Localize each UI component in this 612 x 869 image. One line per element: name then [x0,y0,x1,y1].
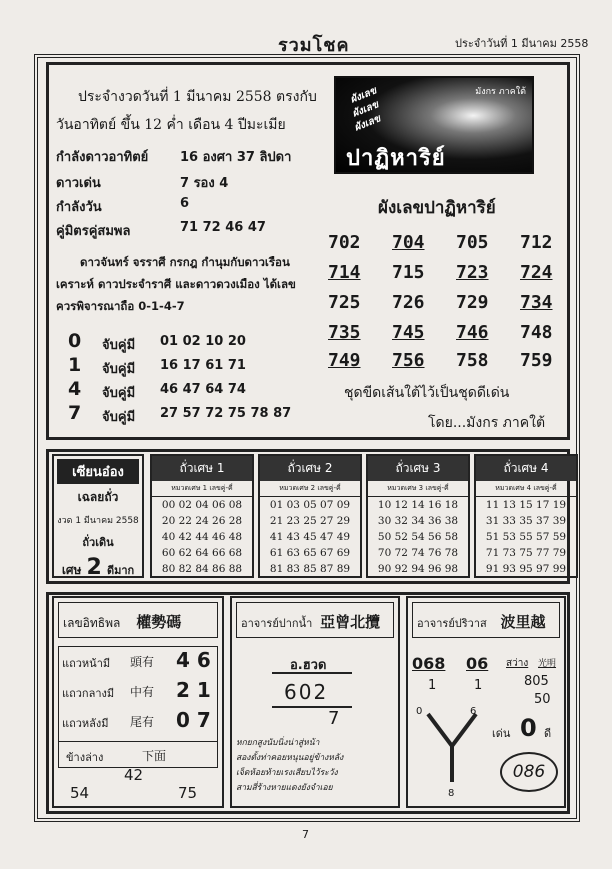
bean-table-row: 20 22 24 26 28 [161,515,243,527]
highlight-rating: ดี [544,727,552,740]
bean-table-row: 61 63 65 67 69 [269,547,351,559]
grid-cell: 735 [328,322,361,343]
pair-nums-0: 01 02 10 20 [160,334,246,349]
bright-label: สว่าง [506,658,529,669]
answer-label: เฉลยถั่ว [77,490,119,504]
bean-table-row: 51 53 55 57 59 [485,531,567,543]
bean-table-row: 21 23 25 27 29 [269,515,351,527]
riddle-line: หกยกสูงนับนิ่งน่าสู่หน้า [236,738,320,748]
grid-cell: 714 [328,262,361,283]
teacher-name: อ.ฮวด [290,658,327,673]
grid-cell: 734 [520,292,553,313]
paknam-cjk: 亞曾北攬 [320,613,381,631]
sian-ong-title: เซียนอ๋อง [57,459,139,484]
grid-cell: 756 [392,350,425,371]
grid-cell: 702 [328,232,361,253]
influence-title: เลขอิทธิพล [63,616,121,630]
grid-cell: 723 [456,262,489,283]
bean-table-row: 01 03 05 07 09 [269,499,351,511]
riddle-line: สามสี่ร้างหายแดงยังจำเอย [236,783,333,793]
bean-table-row: 60 62 64 66 68 [161,547,243,559]
bean-table-1 [150,454,254,578]
bean-table-row: 80 82 84 86 88 [161,563,243,575]
info-label-star: ดาวเด่น [56,176,101,191]
y-label-8: 8 [448,788,455,799]
bean-table-row: 81 83 85 87 89 [269,563,351,575]
page-number: 7 [302,828,309,841]
grid-cell: 746 [456,322,489,343]
logo-small-2: ผังเลข [350,99,381,120]
row-middle-num: 2 1 [176,678,211,702]
grid-cell: 704 [392,232,425,253]
grid-cell: 715 [392,262,425,283]
grid-cell: 745 [392,322,425,343]
bean-table-2 [258,454,362,578]
bean-table-title: ถั่วเศษ 2 [260,456,360,481]
info-value-star: 7 รอง 4 [180,176,229,191]
bean-table-row: 31 33 35 37 39 [485,515,567,527]
grid-cell: 729 [456,292,489,313]
pair-digit-1: 1 [68,354,82,376]
pair-digit-7: 7 [68,402,82,424]
magazine-title: รวมโชค [278,35,350,56]
riddle-line: สองตั้งท่าคอยหนุนอยู่ข้างหลัง [236,753,344,763]
bean-table-row: 10 12 14 16 18 [377,499,459,511]
paknam-digit: 7 [328,708,340,729]
sub-num-2: 1 [474,678,483,693]
info-value-sun: 16 องศา 37 ลิปดา [180,150,292,165]
pair-nums-1: 16 17 61 71 [160,358,246,373]
highlight-digit: 0 [520,714,537,742]
bean-table-row: 91 93 95 97 99 [485,563,567,575]
grid-cell: 759 [520,350,553,371]
paknam-title: อาจารย์ปากน้ำ [241,617,313,630]
grid-cell: 705 [456,232,489,253]
para-line-1: ดาวจันทร์ จรราศี กรกฎ กำนุมกับดาวเรือน [80,255,290,269]
grid-cell: 712 [520,232,553,253]
chart-title: ผังเลขปาฏิหาริย์ [378,198,496,218]
bean-table-row: 90 92 94 96 98 [377,563,459,575]
pair-label-7: จับคู่มี [102,410,136,425]
pair-label-1: จับคู่มี [102,362,136,377]
bean-table-row: 50 52 54 56 58 [377,531,459,543]
bean-table-row: 70 72 74 76 78 [377,547,459,559]
draw-date: งวด 1 มีนาคม 2558 [57,516,139,526]
pair-digit-0: 0 [68,330,82,352]
bean-table-4 [474,454,578,578]
bean-table-row: 11 13 15 17 19 [485,499,567,511]
grid-cell: 749 [328,350,361,371]
sian-ong-box [52,454,144,578]
info-value-day: 6 [180,196,190,211]
bean-table-row: 00 02 04 06 08 [161,499,243,511]
grid-cell: 724 [520,262,553,283]
pariwas-num-1: 068 [412,654,446,673]
bean-table-row: 30 32 34 36 38 [377,515,459,527]
bean-table-row: 41 43 45 47 49 [269,531,351,543]
grid-cell: 725 [328,292,361,313]
row-middle-cjk: 中有 [130,685,155,699]
influence-panel [52,596,224,808]
paknam-panel [230,596,400,808]
pair-label-0: จับคู่มี [102,338,136,353]
grid-cell: 748 [520,322,553,343]
row-front-num: 4 6 [176,648,211,672]
y-label-6: 6 [470,706,477,717]
bright-cjk: 光明 [538,659,557,669]
bean-table-subtitle: หมวดเศษ 4 เลขคู่-คี่ [476,481,576,497]
grid-cell: 726 [392,292,425,313]
info-value-pairs: 71 72 46 47 [180,220,266,235]
y-label-0: 0 [416,706,423,717]
pariwas-panel [406,596,566,808]
pair-nums-4: 46 47 64 74 [160,382,246,397]
sub-num-1: 1 [428,678,437,693]
para-line-2: เคราะห์ ดาวประจำราศี และดาวดวงเมือง ได้เลข [56,277,296,291]
y-diagram [422,708,482,788]
bean-table-subtitle: หมวดเศษ 1 เลขคู่-คี่ [152,481,252,497]
below-label: ข้างล่าง [66,751,104,764]
logo-text: ปาฏิหาริย์ [346,146,446,171]
logo-small-3: ผังเลข [352,113,383,134]
intro-line-1: ประจำงวดวันที่ 1 มีนาคม 2558 ตรงกับ [78,89,317,105]
header-date: ประจำวันที่ 1 มีนาคม 2558 [455,37,589,50]
logo-author: มังกร ภาคใต้ [475,87,526,97]
grid-note: ชุดขีดเส้นใต้ไว้เป็นชุดดีเด่น [344,385,510,401]
pariwas-num-4: 50 [534,692,551,707]
below-num-2: 54 [70,784,90,802]
pair-label-4: จับคู่มี [102,386,136,401]
row-front-label: แถวหน้ามี [62,657,111,670]
riddle-line: เจ็ดห้อยท้ายเรงเสียบไว้ระวัง [236,768,338,778]
below-num-1: 42 [124,766,144,784]
influence-cjk: 權勢碼 [136,613,182,631]
bean-table-row: 71 73 75 77 79 [485,547,567,559]
pair-digit-4: 4 [68,378,82,400]
below-num-3: 75 [178,784,198,802]
pariwas-title: อาจารย์ปริวาส [417,617,487,630]
miracle-logo [334,76,534,174]
remainder-value: 2 [86,555,102,580]
byline: โดย...มังกร ภาคใต้ [428,415,546,431]
bean-table-row: 40 42 44 46 48 [161,531,243,543]
row-back-cjk: 尾有 [130,715,155,729]
bean-table-3 [366,454,470,578]
info-label-day: กำลังวัน [56,200,102,215]
remainder-rating: ดีมาก [106,564,135,577]
circled-number: 086 [500,752,558,792]
bean-label: ถั่วเดิน [82,536,114,549]
intro-line-2: วันอาทิตย์ ขึ้น 12 ค่ำ เดือน 4 ปีมะเมีย [56,117,286,133]
pariwas-cjk: 波里越 [500,613,546,631]
bean-table-subtitle: หมวดเศษ 2 เลขคู่-คี่ [260,481,360,497]
row-front-cjk: 頭有 [130,655,155,669]
highlight-label: เด่น [492,727,511,740]
para-line-3: ควรพิจารณาถือ 0-1-4-7 [56,299,185,313]
grid-cell: 758 [456,350,489,371]
paknam-number: 602 [284,680,329,704]
remainder-label: เศษ [61,563,82,577]
row-middle-label: แถวกลางมี [62,687,115,700]
info-label-pairs: คู่มิตรคู่สมพล [56,224,131,239]
bean-table-title: ถั่วเศษ 3 [368,456,468,481]
below-cjk: 下面 [142,749,167,763]
logo-small-1: ผังเลข [348,85,379,106]
info-label-sun: กำลังดาวอาทิตย์ [56,150,149,165]
bean-table-title: ถั่วเศษ 1 [152,456,252,481]
bean-table-subtitle: หมวดเศษ 3 เลขคู่-คี่ [368,481,468,497]
pariwas-num-3: 805 [524,674,549,689]
pair-nums-7: 27 57 72 75 78 87 [160,406,292,421]
pariwas-num-2: 06 [466,654,489,673]
row-back-label: แถวหลังมี [62,717,109,730]
bean-table-title: ถั่วเศษ 4 [476,456,576,481]
row-back-num: 0 7 [176,708,211,732]
